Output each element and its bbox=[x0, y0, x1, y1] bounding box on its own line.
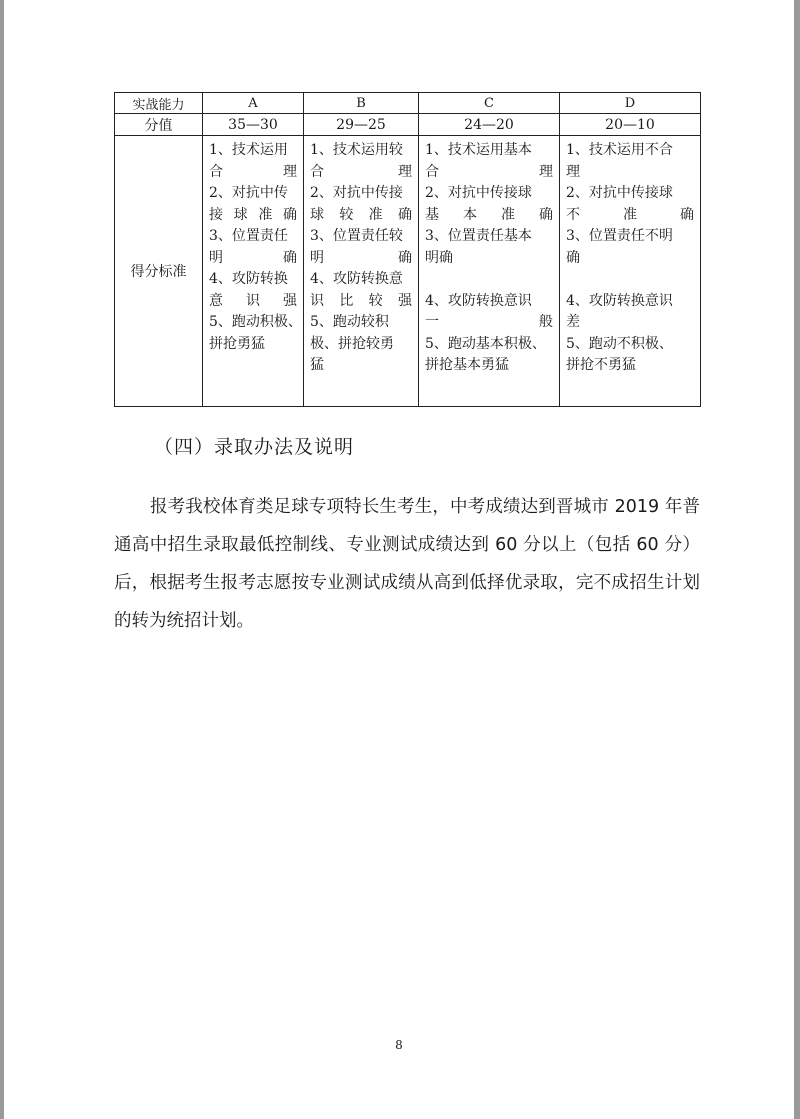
criteria-line: 3、位置责任 bbox=[209, 228, 288, 244]
criteria-line: 5、跑动不积极、 bbox=[566, 335, 673, 352]
criteria-line: 4、攻防转换意 bbox=[310, 271, 403, 287]
criteria-d bbox=[560, 136, 701, 407]
criteria-line: 一 般 bbox=[425, 314, 553, 330]
grade-a-cell: A bbox=[203, 93, 304, 114]
criteria-line: 基本准确 bbox=[425, 206, 553, 223]
criteria-line: 拼抢勇猛 bbox=[209, 335, 265, 352]
table-header-row bbox=[115, 93, 701, 114]
criteria-line: 3、位置责任较 bbox=[310, 228, 403, 244]
criteria-line: 合 理 bbox=[425, 163, 553, 180]
criteria-line: 明确 bbox=[425, 249, 453, 266]
criteria-line: 拼抢基本勇猛 bbox=[425, 357, 509, 373]
criteria-line: 4、攻防转换 bbox=[209, 271, 288, 287]
table-criteria-row bbox=[115, 136, 701, 407]
score-range-c: 24—20 bbox=[419, 114, 560, 136]
score-range-b: 29—25 bbox=[304, 114, 419, 136]
criteria-line: 2、对抗中传接球 bbox=[425, 185, 532, 201]
criteria-a bbox=[203, 136, 304, 407]
criteria-line: 1、技术运用 bbox=[209, 142, 288, 158]
score-range-a: 35—30 bbox=[203, 114, 304, 136]
criteria-line: 理 bbox=[566, 163, 580, 180]
criteria-line: 4、攻防转换意识 bbox=[425, 292, 532, 309]
criteria-line: 猛 bbox=[310, 357, 324, 373]
criteria-line: 5、跑动较积 bbox=[310, 314, 389, 330]
criteria-line: 不 准 确 bbox=[566, 206, 694, 223]
criteria-line: 5、跑动基本积极、 bbox=[425, 335, 546, 352]
criteria-line: 2、对抗中传接 bbox=[310, 185, 403, 201]
criteria-line: 3、位置责任不明 bbox=[566, 228, 673, 244]
header-label-cell: 实战能力 bbox=[115, 93, 203, 114]
grade-c-cell: C bbox=[419, 93, 560, 114]
criteria-line: 1、技术运用较 bbox=[310, 142, 403, 158]
criteria-spacer bbox=[566, 269, 694, 291]
score-range-d: 20—10 bbox=[560, 114, 701, 136]
criteria-c bbox=[419, 136, 560, 407]
grade-b-cell: B bbox=[304, 93, 419, 114]
criteria-line: 接球准确 bbox=[209, 206, 297, 223]
criteria-b bbox=[304, 136, 419, 407]
criteria-line: 3、位置责任基本 bbox=[425, 228, 532, 244]
criteria-line: 2、对抗中传 bbox=[209, 185, 288, 201]
scoring-table bbox=[114, 92, 701, 407]
table-score-row bbox=[115, 114, 701, 136]
criteria-line: 2、对抗中传接球 bbox=[566, 185, 673, 201]
score-label-cell: 分值 bbox=[115, 114, 203, 136]
criteria-line: 1、技术运用基本 bbox=[425, 142, 532, 158]
admission-paragraph: 报考我校体育类足球专项特长生考生，中考成绩达到晋城市 2019 年普通高中招生录取最低控制线、专业测试成绩达到 60 分以上（包括 60 分）后，根据考生报考志愿按专业测试成绩从高到低择优录取，完不成招生计划的转为统招计划。 bbox=[114, 496, 700, 631]
criteria-line: 识比较强 bbox=[310, 292, 412, 309]
criteria-label-cell: 得分标准 bbox=[115, 136, 203, 407]
criteria-line: 意识强 bbox=[209, 292, 297, 309]
document-page bbox=[4, 0, 794, 1119]
grade-d-cell: D bbox=[560, 93, 701, 114]
criteria-line: 明 确 bbox=[310, 249, 412, 266]
criteria-line: 确 bbox=[566, 249, 580, 266]
criteria-line: 合 理 bbox=[310, 163, 412, 180]
section-heading: （四）录取办法及说明 bbox=[154, 436, 355, 458]
criteria-spacer bbox=[425, 269, 553, 291]
criteria-line: 球较准确 bbox=[310, 206, 412, 223]
criteria-line: 极、拼抢较勇 bbox=[310, 335, 394, 352]
page-number: 8 bbox=[395, 1038, 403, 1052]
criteria-line: 合 理 bbox=[209, 163, 297, 180]
criteria-line: 拼抢不勇猛 bbox=[566, 357, 636, 373]
criteria-line: 明 确 bbox=[209, 249, 297, 266]
criteria-line: 4、攻防转换意识 bbox=[566, 292, 673, 309]
criteria-line: 5、跑动积极、 bbox=[209, 314, 302, 330]
criteria-line: 1、技术运用不合 bbox=[566, 142, 673, 158]
criteria-line: 差 bbox=[566, 314, 580, 330]
